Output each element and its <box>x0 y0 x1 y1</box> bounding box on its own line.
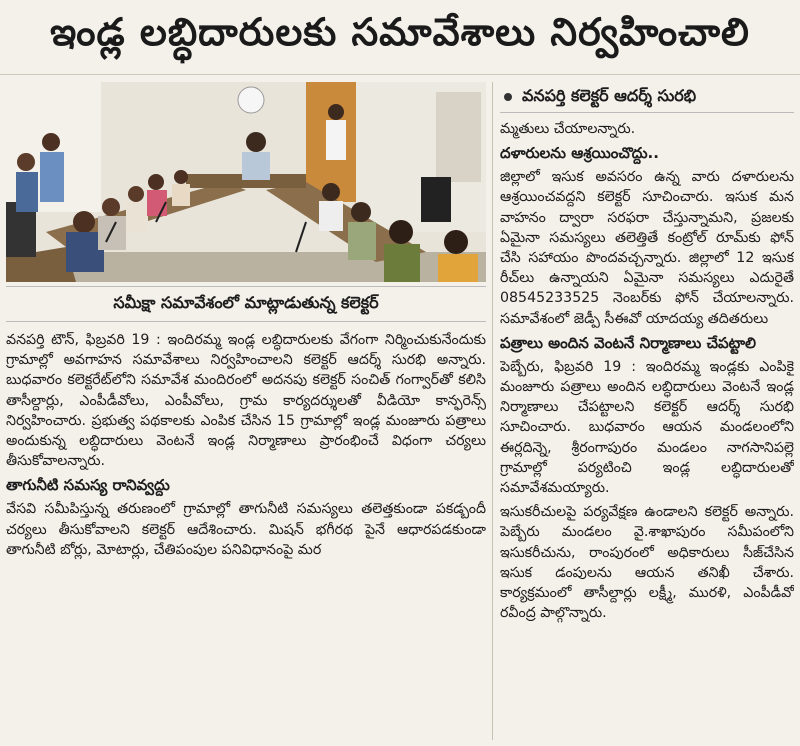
article-column-left <box>6 330 486 740</box>
article-paragraph: జిల్లాలో ఇసుక అవసరం ఉన్న వారు దళారులను ఆశ్రయించవద్దని కలెక్టర్ సూచించారు. ఇసుక మన వాహనం ద్వారా సరఫరా చేస్తున్నామని, ప్రజలకు ఏమైనా సమస్యలు తలెత్తితే కంట్రోల్ రూమ్‌కు ఫోన్ చేసి సహాయం పొందవచ్చన్నారు. జిల్లాలో 12 ఇసుక రీచ్‌లు ఉన్నాయని ఏమైనా సమస్యలు ఎదురైతే 08545233525 నెంబర్‌కు ఫోన్ చేయాలన్నారు. సమావేశంలో జెడ్పీ సీఈవో యాదయ్య తదితరులు <box>500 169 794 327</box>
news-photo <box>6 82 486 282</box>
section-subhead: దళారులను ఆశ్రయించొద్దు.. <box>500 144 659 163</box>
bullet-icon <box>504 93 512 101</box>
headline: ఇండ్ల లబ్ధిదారులకు సమావేశాలు నిర్వహించాలి <box>0 0 800 75</box>
article-paragraph: ఇసుకరీచులపై పర్యవేక్షణ ఉండాలని కలెక్టర్ అన్నారు. పెబ్బేరు మండలం వై.శాఖాపురం సమీపంలోని ఇసుకరీచును, రాంపురంలో అధికారులు సీజ్‌చేసిన ఇసుక డంపులను ఆయన తనిఖీ చేశారు. కార్యక్రమంలో తాసీల్దార్లు లక్ష్మీ, మురళి, ఎంపీడీవో రవీంద్ర పాల్గొన్నారు. <box>500 504 794 622</box>
article-column-right <box>500 82 794 742</box>
section-subhead: పత్రాలు అందిన వెంటనే నిర్మాణాలు చేపట్టాలి <box>500 333 757 352</box>
photo-caption: సమీక్షా సమావేశంలో మాట్లాడుతున్న కలెక్టర్ <box>6 286 486 322</box>
article-paragraph: మ్మతులు చేయాలన్నారు. <box>500 121 636 137</box>
section-subhead: తాగునీటి సమస్య రానివ్వద్దు <box>6 476 170 495</box>
byline <box>500 82 794 113</box>
byline-text: వనపర్తి కలెక్టర్ ఆదర్శ్ సురభి <box>522 85 697 105</box>
article-paragraph: పెబ్బేరు, ఫిబ్రవరి 19 : ఇందిరమ్మ ఇండ్లకు ఎంపికై మంజూరు పత్రాలు అందిన లబ్ధిదారులు వెంటనే ఇండ్ల నిర్మాణాలు చేపట్టాలని కలెక్టర్ ఆదర్శ్ సురభి సూచించారు. బుధవారం ఆయన మండలంలోని ఈర్లదిన్నె, శ్రీరంగాపురం మండలం నాగసానిపల్లె గ్రామాల్లో పర్యటించి ఇండ్ల లబ్ధిదారులతో సమావేశమయ్యారు. <box>500 358 794 497</box>
meeting-room-illustration <box>6 82 486 282</box>
article-paragraph: వేసవి సమీపిస్తున్న తరుణంలో గ్రామాల్లో తాగునీటి సమస్యలు తలెత్తకుండా పకడ్బందీ చర్యలు తీసుకోవాలని కలెక్టర్ ఆదేశించారు. మిషన్ భగీరథ పైనే ఆధారపడకుండా తాగునీటి బోర్లు, మోటార్లు, చేతిపంపుల పనివిధానంపై మర <box>6 501 486 558</box>
column-divider <box>492 82 493 740</box>
article-paragraph: వనపర్తి టౌన్, ఫిబ్రవరి 19 : ఇందిరమ్మ ఇండ్ల లబ్ధిదారులకు వేగంగా నిర్మించుకునేందుకు గ్రామాల్లో అవగాహన సమావేశాలు నిర్వహించాలని కలెక్టర్ ఆదర్శ్ సురభి అన్నారు. బుధవారం కలెక్టరేట్‌లోని సమావేశ మందిరంలో అదనపు కలెక్టర్ సంచిత్ గంగ్వార్‌తో కలిసి తాసీల్దార్లు, ఎంపీడీవోలు, ఎంపీవోలు, గ్రామ కార్యదర్శులతో వీడియో కాన్ఫరెన్స్ నిర్వహించారు. ప్రభుత్వ పథకాలకు ఎంపిక చేసిన 15 గ్రామాల్లో ఇండ్ల మంజూరు పత్రాలు అందుకున్న లబ్ధిదారులు వెంటనే ఇండ్ల నిర్మాణాలు ప్రారంభించే విధంగా చర్యలు తీసుకోవాలన్నారు. <box>6 332 486 470</box>
